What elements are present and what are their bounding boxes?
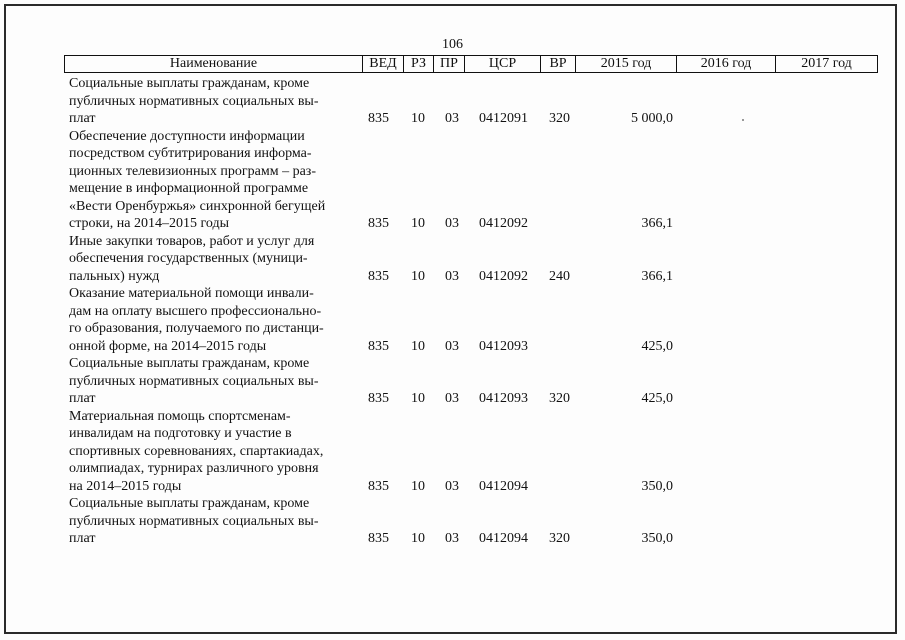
cell-2015: 425,0 [641, 391, 673, 406]
cell-vr: 320 [549, 391, 570, 406]
table-row [69, 233, 889, 286]
cell-csr: 0412094 [479, 478, 528, 494]
header-ved: ВЕД [363, 56, 404, 72]
row-name-line: Обеспечение доступности информации [69, 128, 305, 144]
row-name-line: мещение в информационной программе [69, 181, 309, 196]
row-name-line: Оказание материальной помощи инвали- [69, 286, 314, 301]
table-row [69, 495, 889, 548]
cell-2015: 5 000,0 [631, 111, 673, 126]
cell-vr: 320 [549, 531, 570, 546]
cell-ved: 835 [368, 478, 389, 494]
row-values [69, 110, 889, 128]
row-name-line: «Вести Оренбуржья» синхронной бегущей [69, 198, 326, 214]
row-name-line: плат [69, 111, 96, 126]
row-values [69, 530, 889, 548]
row-name-line: Материальная помощь спортсменам- [69, 408, 291, 424]
cell-ved: 835 [368, 216, 389, 231]
row-name-line: плат [69, 391, 96, 406]
row-name-line: пальных) нужд [69, 268, 160, 284]
header-vr: ВР [541, 56, 576, 72]
header-csr: ЦСР [465, 56, 541, 72]
row-name-line: инвалидам на подготовку и участие в [69, 426, 292, 441]
header-2015: 2015 год [576, 56, 677, 72]
cell-pr: 03 [445, 531, 459, 546]
header-pr: ПР [434, 56, 465, 72]
row-name-line: го образования, получаемого по дистанци- [69, 321, 324, 336]
row-name-line: Социальные выплаты гражданам, кроме [69, 496, 310, 511]
cell-rz: 10 [411, 216, 425, 231]
cell-vr: 320 [549, 111, 570, 126]
row-values [69, 215, 889, 233]
cell-ved: 835 [368, 111, 389, 126]
cell-2015: 425,0 [641, 338, 673, 354]
row-values [69, 478, 889, 496]
cell-ved: 835 [368, 391, 389, 406]
cell-rz: 10 [411, 111, 425, 126]
table-row [69, 408, 889, 496]
cell-rz: 10 [411, 268, 425, 284]
table-body [69, 75, 889, 548]
cell-ved: 835 [368, 338, 389, 354]
cell-csr: 0412093 [479, 338, 528, 354]
cell-csr: 0412093 [479, 391, 528, 406]
cell-pr: 03 [445, 268, 459, 284]
row-name-line: олимпиадах, турнирах различного уровня [69, 461, 319, 476]
scan-speck [742, 119, 744, 121]
cell-pr: 03 [445, 338, 459, 354]
cell-2015: 366,1 [641, 268, 673, 284]
cell-pr: 03 [445, 216, 459, 231]
row-name-line: онной форме, на 2014–2015 годы [69, 338, 267, 354]
table-row [69, 285, 889, 355]
cell-rz: 10 [411, 478, 425, 494]
cell-pr: 03 [445, 478, 459, 494]
cell-pr: 03 [445, 391, 459, 406]
row-name-line: обеспечения государственных (муници- [69, 251, 308, 266]
row-name-line: Иные закупки товаров, работ и услуг для [69, 233, 315, 249]
row-values [69, 390, 889, 408]
row-name-line: на 2014–2015 годы [69, 478, 182, 494]
header-name: Наименование [65, 56, 363, 72]
cell-csr: 0412092 [479, 268, 528, 284]
cell-2015: 350,0 [641, 478, 673, 494]
row-name-line: спортивных соревнованиях, спартакиадах, [69, 443, 324, 459]
page-number: 106 [442, 37, 463, 52]
row-values [69, 338, 889, 356]
header-2016: 2016 год [677, 56, 776, 72]
row-values [69, 268, 889, 286]
cell-rz: 10 [411, 338, 425, 354]
cell-ved: 835 [368, 531, 389, 546]
row-name-line: публичных нормативных социальных вы- [69, 373, 319, 389]
cell-2015: 350,0 [641, 531, 673, 546]
row-name-line: публичных нормативных социальных вы- [69, 93, 319, 109]
row-name-line: строки, на 2014–2015 годы [69, 216, 230, 231]
table-row [69, 128, 889, 233]
table-row [69, 75, 889, 128]
row-name-line: плат [69, 531, 96, 546]
cell-pr: 03 [445, 111, 459, 126]
header-2017: 2017 год [801, 56, 852, 71]
table-row [69, 355, 889, 408]
row-name-line: дам на оплату высшего профессионально- [69, 303, 322, 319]
header-rz: РЗ [404, 56, 434, 72]
cell-vr: 240 [549, 268, 570, 284]
cell-rz: 10 [411, 531, 425, 546]
row-name-line: Социальные выплаты гражданам, кроме [69, 76, 310, 91]
row-name-line: ционных телевизионных программ – раз- [69, 163, 316, 179]
cell-csr: 0412092 [479, 216, 528, 231]
table-header [64, 55, 878, 73]
cell-csr: 0412091 [479, 111, 528, 126]
row-name-line: публичных нормативных социальных вы- [69, 513, 319, 529]
cell-csr: 0412094 [479, 531, 528, 546]
cell-rz: 10 [411, 391, 425, 406]
cell-ved: 835 [368, 268, 389, 284]
cell-2015: 366,1 [641, 216, 673, 231]
row-name-line: посредством субтитрирования информа- [69, 146, 312, 161]
row-name-line: Социальные выплаты гражданам, кроме [69, 356, 310, 371]
